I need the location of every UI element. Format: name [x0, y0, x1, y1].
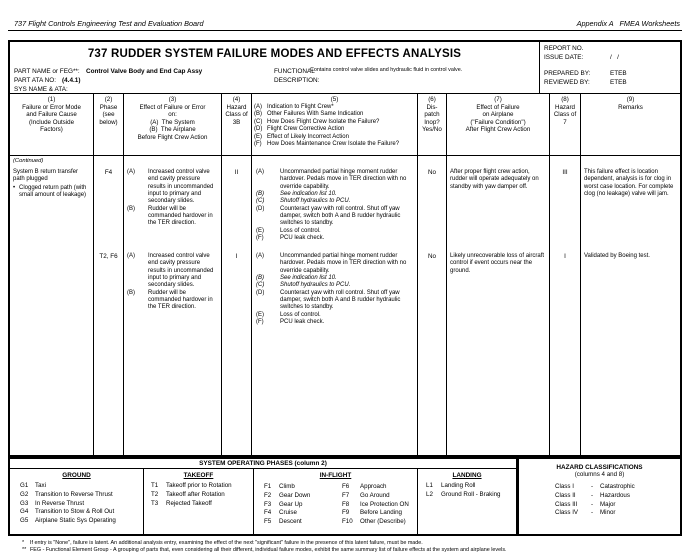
- report-box: [539, 42, 680, 93]
- col-effect-after: [447, 156, 550, 455]
- effect-after-row2: Likely unrecoverable loss of aircraft control if event occurs near the ground.: [450, 253, 545, 274]
- remarks-row2: Validated by Boeing test.: [584, 253, 650, 259]
- running-header-right: Appendix A FMEA Worksheets: [576, 19, 680, 28]
- col-effect: [124, 156, 222, 455]
- bullet-marker: •: [13, 184, 16, 191]
- continued-note: (Continued): [13, 158, 44, 164]
- functional-description-value: Contains control valve slides and hydraulic fluid in control valve.: [310, 67, 463, 73]
- phases-ground: GROUND G1 Taxi G2 Transition to Reverse Thrust G3 In Reverse Thrust G4 Transition to Stow & Roll Out G5 Airplane Static Sys Operating: [10, 469, 144, 534]
- indication-row2: (A) Uncommanded partial hinge moment rudder hardover. Pedals move in TER direction with no override capability. (B) See indication list 10. (C) Shutoff hydraulics to PCU. (D) Counteract yaw with roll control. Shut off yaw damper, switch both A and B rudder hydraulic switches to standby. (E) Loss of control. (F) PCU leak check.: [256, 253, 407, 325]
- functional-label-line1: FUNCTIONAL: [274, 68, 315, 75]
- part-ata-label: PART ATA NO:: [14, 77, 57, 84]
- functional-label-line2: DESCRIPTION:: [274, 77, 320, 84]
- phases-inflight: IN-FLIGHT F1 Climb F2 Gear Down F3 Gear Up F4 Cruise F5 Descent F6 Approach F7 Go Around F8 Ice Protection ON F9 Before Landing F10 Other (Describe): [254, 469, 418, 534]
- prepared-by-value: ETEB: [610, 70, 627, 77]
- column-header-4: (4) Hazard Class of 3B: [222, 94, 252, 155]
- hazard-classifications-title: HAZARD CLASSIFICATIONS: [556, 464, 643, 471]
- column-header-6: (6) Dis- patch Inop? Yes/No: [418, 94, 447, 155]
- part-name-label: PART NAME or FEG**:: [14, 68, 80, 75]
- phases-title: SYSTEM OPERATING PHASES (column 2): [10, 459, 516, 469]
- phases-landing: LANDING L1 Landing Roll L2 Ground Roll - Braking: [426, 472, 501, 498]
- col-phase: [94, 156, 124, 455]
- fmea-table: [8, 40, 682, 457]
- worksheet-title: 737 RUDDER SYSTEM FAILURE MODES AND EFFECTS ANALYSIS: [87, 48, 462, 60]
- footnote-2: FEG - Functional Element Group - A grouping of parts that, even considering all their different, individual failure modes, exhibit the same summary list of failure effects at the system and airplane levels.: [30, 547, 507, 553]
- failure-mode-row1: System B return transfer path plugged • Clogged return path (with small amount of leakage): [13, 169, 87, 198]
- hazard-classifications-subtitle: (columns 4 and 8): [574, 471, 625, 478]
- hazard3b-row2: I: [235, 253, 238, 260]
- title-block: [10, 42, 680, 94]
- phase-row2: T2, F6: [99, 253, 118, 260]
- column-header-5: (5) (A) Indication to Flight Crew* (B) Other Failures With Same Indication (C) How Does Flight Crew Isolate the Failure? (D) Flight Crew Corrective Action (E) Effect of Likely Incorrect Action (F) How Does Maintenance Crew Isolate the Failure?: [252, 94, 418, 155]
- system-operating-phases-box: [8, 457, 517, 536]
- header-rule: [8, 30, 682, 31]
- indication-row1: (A) Uncommanded partial hinge moment rudder hardover. Pedals move in TER direction with no override capability. (B) See indication list 10. (C) Shutoff hydraulics to PCU. (D) Counteract yaw with roll control. Shut off yaw damper, switch both A and B rudder hydraulic switches to standby. (E) Loss of control. (F) PCU leak check.: [256, 169, 407, 241]
- column-header-3: (3) Effect of Failure or Error on: (A) The System (B) The Airplane Before Flight Crew Action: [124, 94, 222, 155]
- issue-date-label: ISSUE DATE:: [544, 54, 584, 61]
- dispatch-row1: No: [427, 169, 437, 176]
- phases-body: [10, 469, 516, 534]
- effect-row1: (A) Increased control valve end cavity pressure results in uncommanded input to primary and secondary slides. (B) Rudder will be commanded hardover in the TER direction.: [127, 169, 214, 227]
- running-header-left: 737 Flight Controls Engineering Test and Evaluation Board: [14, 19, 204, 28]
- column-header-2: (2) Phase (see below): [94, 94, 124, 155]
- footnote-1-marker: *: [22, 540, 25, 546]
- column-header-1: (1) Failure or Error Mode and Failure Cause (Include Outside Factors): [10, 94, 94, 155]
- hazard-classifications-box: [517, 457, 682, 536]
- effect-row2: (A) Increased control valve end cavity pressure results in uncommanded input to primary and secondary slides. (B) Rudder will be commanded hardover in the TER direction.: [127, 253, 214, 311]
- col-failure-mode: [10, 156, 94, 455]
- phases-takeoff: TAKEOFF T1 Takeoff prior to Rotation T2 Takeoff after Rotation T3 Rejected Takeoff: [144, 469, 254, 534]
- issue-date-value: / /: [610, 54, 619, 61]
- footnote-1: If entry is "None", failure is latent. An additional analysis entry, examining the effect of the next "significant" failure in the presence of this latent failure, must be made.: [30, 540, 423, 546]
- footnote-2-marker: **: [22, 547, 27, 553]
- column-header-row: [10, 94, 680, 156]
- prepared-by-label: PREPARED BY:: [544, 70, 591, 77]
- reviewed-by-value: ETEB: [610, 79, 627, 86]
- part-ata-value: (4.4.1): [62, 77, 81, 84]
- col-remarks: [581, 156, 680, 455]
- hazard3b-row1: II: [234, 169, 239, 176]
- col-hazard-3b: [222, 156, 252, 455]
- column-header-8: (8) Hazard Class of 7: [550, 94, 581, 155]
- data-area: [10, 156, 680, 455]
- sys-name-label: SYS NAME & ATA:: [14, 86, 68, 93]
- title-block-left: [10, 42, 539, 93]
- part-name-value: Control Valve Body and End Cap Assy: [86, 68, 203, 75]
- dispatch-row2: No: [427, 253, 437, 260]
- effect-after-row1: After proper flight crew action, rudder will operate adequately on standby with yaw damper off.: [450, 169, 539, 190]
- report-no-label: REPORT NO.: [544, 45, 584, 52]
- col-hazard-7: [550, 156, 581, 455]
- hazard-classes-list: Class I - Catastrophic Class II - Hazardous Class III - Major Class IV - Minor: [555, 483, 635, 517]
- col-indication: [252, 156, 418, 455]
- phase-row1: F4: [104, 169, 113, 176]
- remarks-row1: This failure effect is location dependent, analysis is for clog in worst case location. For complete clog (no leakage) valve will jam.: [584, 169, 674, 197]
- hazard7-row1: III: [562, 169, 568, 176]
- column-header-9: (9) Remarks: [618, 96, 643, 111]
- hazard7-row2: I: [564, 253, 566, 260]
- column-header-7: (7) Effect of Failure on Airplane ("Failure Condition") After Flight Crew Action: [447, 94, 550, 155]
- reviewed-by-label: REVIEWED BY:: [544, 79, 590, 86]
- col-dispatch: [418, 156, 447, 455]
